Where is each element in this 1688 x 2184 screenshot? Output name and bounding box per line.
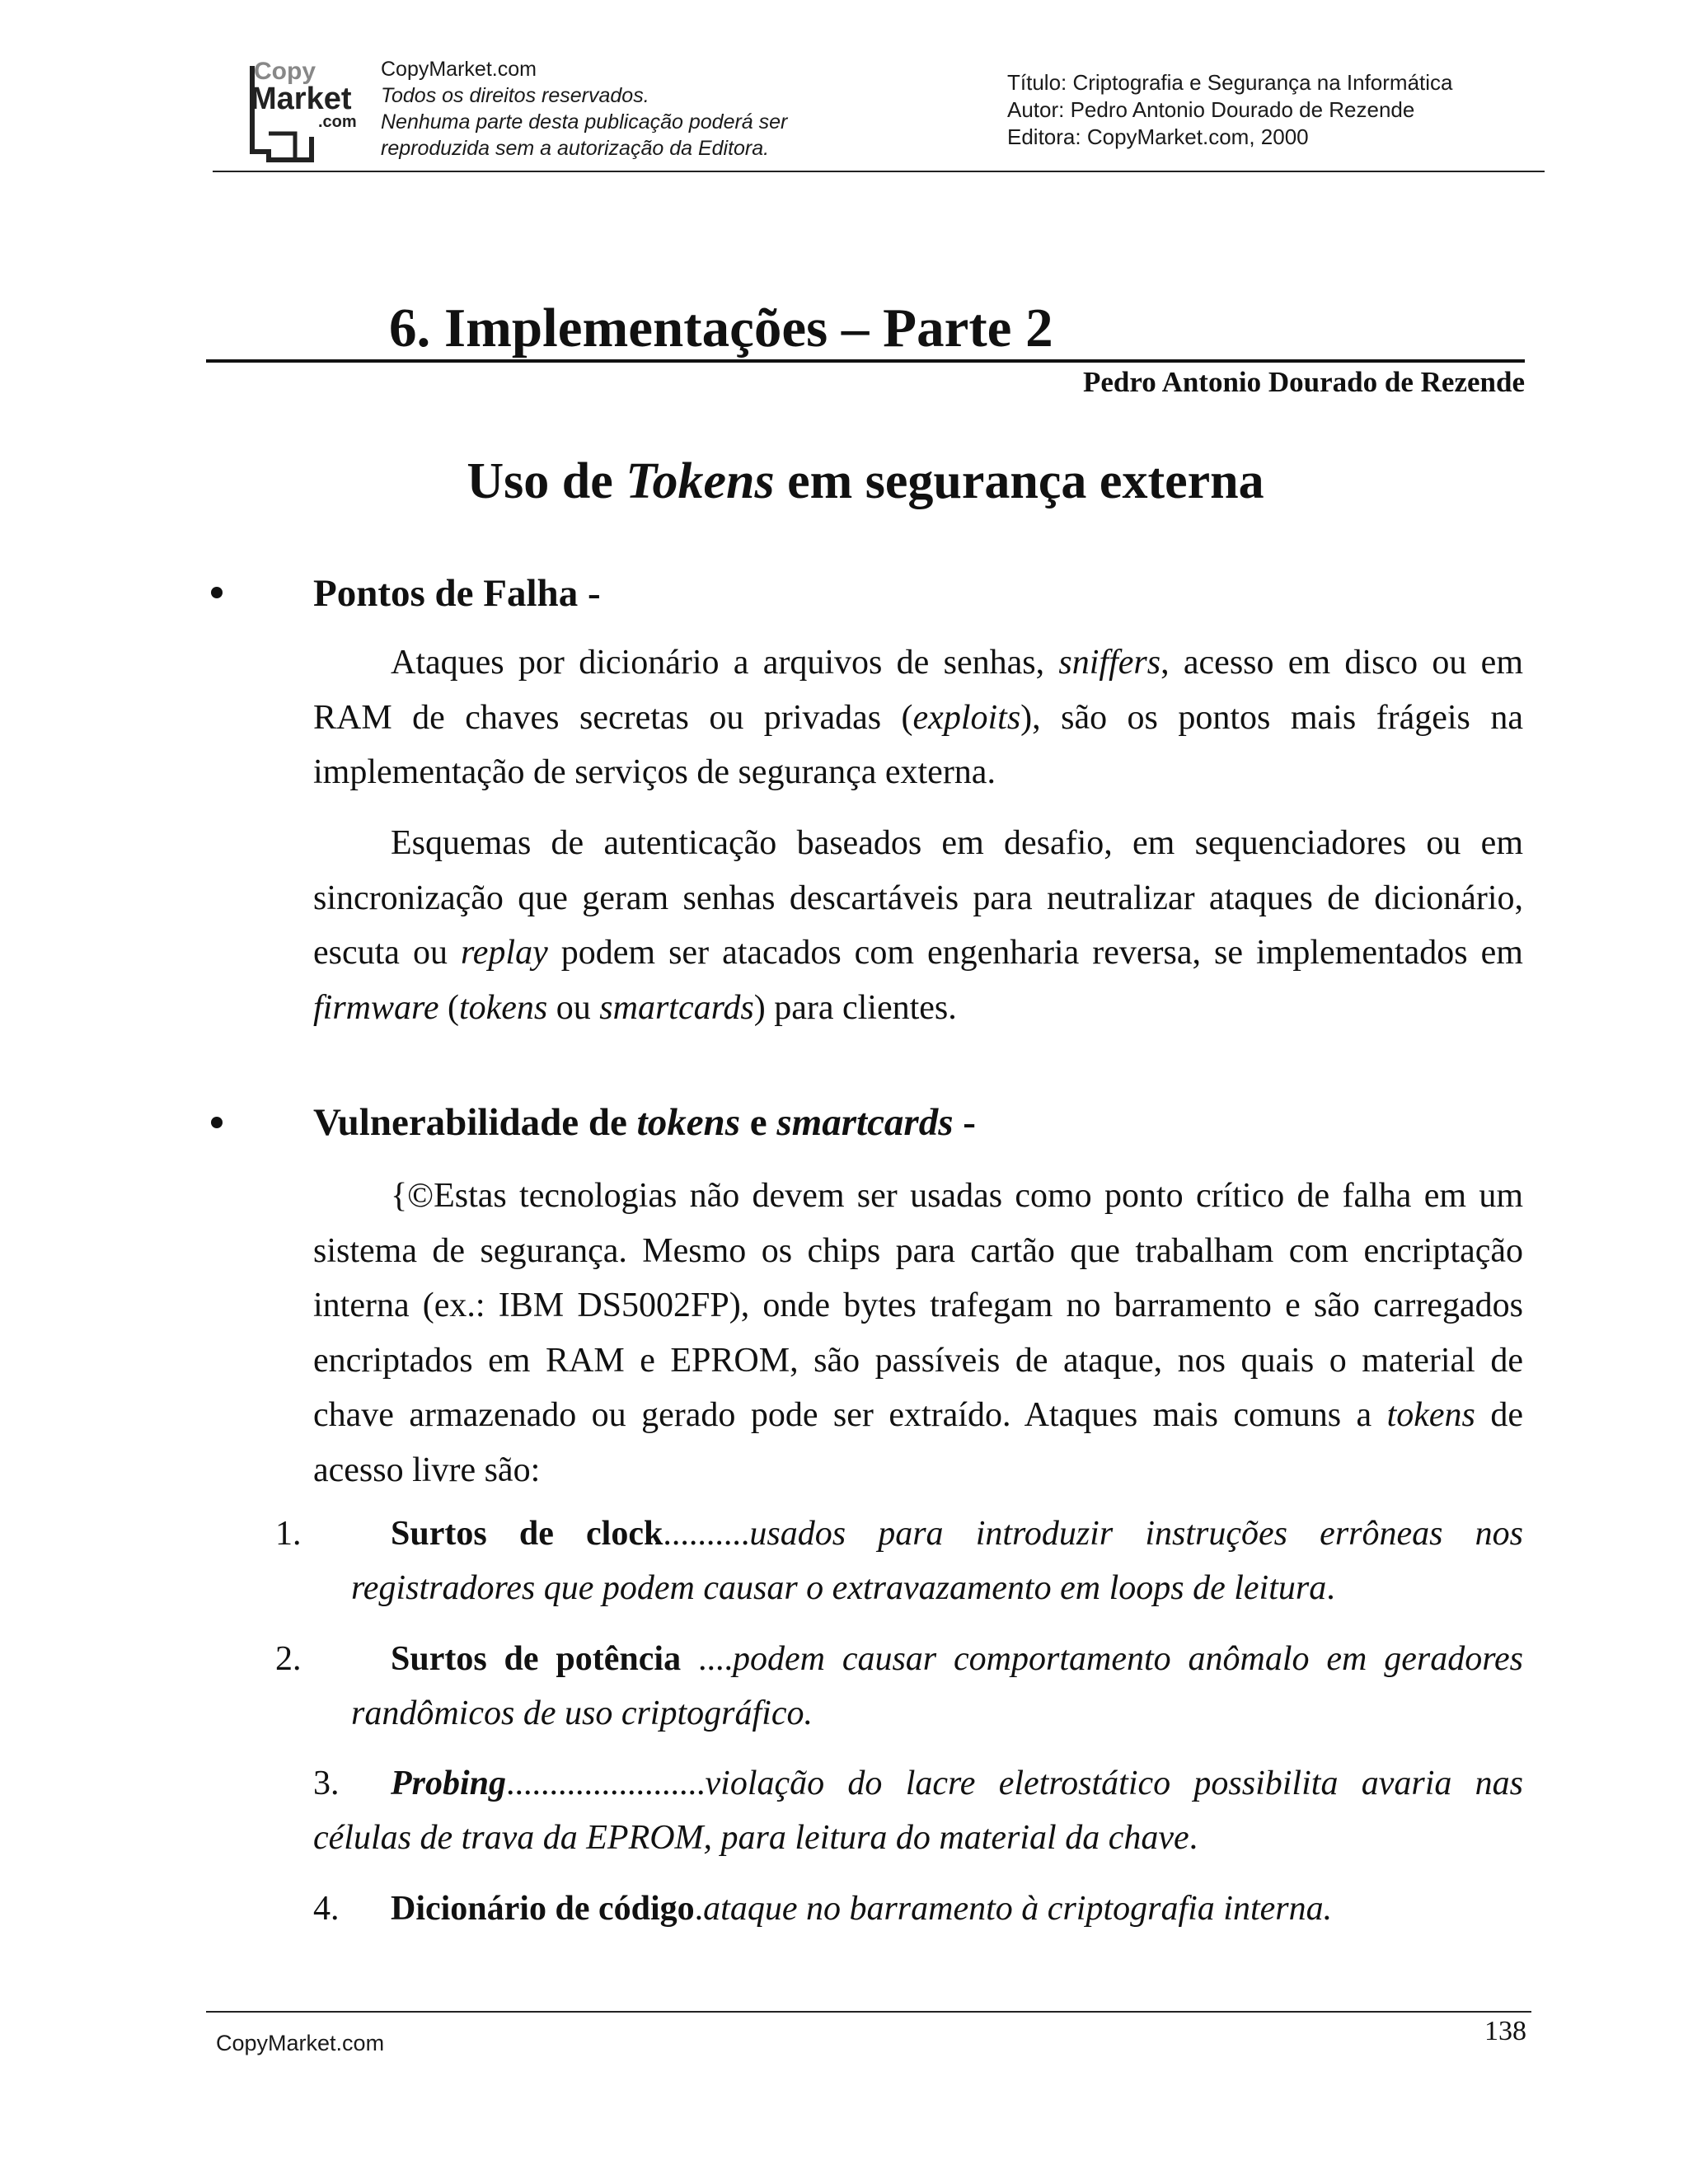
publisher-info [381, 56, 787, 162]
rights-line-2: Nenhuma parte desta publicação poderá ser [381, 110, 788, 134]
chapter-author: Pedro Antonio Dourado de Rezende [1082, 366, 1525, 398]
section-heading: Uso de Tokens em segurança externa [467, 453, 1264, 509]
bullet-icon [211, 1117, 223, 1128]
paragraph-pontos-falha-2: Esquemas de autenticação baseados em desafio, em sequenciadores ou em sincronização que geram senhas descartáveis para neutralizar ataques de dicionário, escuta ou replay podem ser atacados com engenharia reversa, se implementados em firmware (tokens ou smartcards) para clientes. [313, 824, 1523, 1027]
rights-line-3: reproduzida sem a autorização da Editora. [381, 137, 770, 160]
paragraph-pontos-falha-1: Ataques por dicionário a arquivos de senhas, sniffers, acesso em disco ou em RAM de chaves secretas ou privadas (exploits), são os pontos mais frágeis na implementação de serviços de segurança externa. [313, 644, 1523, 791]
heading-vulnerabilidade: Vulnerabilidade de tokens e smartcards - [313, 1101, 976, 1144]
title-divider [206, 359, 1525, 363]
publisher-logo [247, 54, 359, 166]
chapter-title: 6. Implementações – Parte 2 [389, 298, 1053, 359]
list-item: 3. Probing.......................violação do lacre eletrostático possibilita avaria nas células de trava da EPROM, para leitura do material da chave. [313, 1765, 1523, 1857]
footer-divider [206, 2011, 1531, 2013]
logo-text-market: Market [251, 82, 352, 116]
book-title: Título: Criptografia e Segurança na Informática [1007, 70, 1453, 95]
list-item: 1. Surtos de clock..........usados para introduzir instruções errôneas nos registradores que podem causar o extravazamento em loops de leitura. [275, 1515, 1524, 1607]
header-divider [213, 171, 1545, 172]
logo-text-copy: Copy [254, 58, 316, 85]
heading-pontos-de-falha: Pontos de Falha - [313, 572, 601, 615]
book-info [1007, 69, 1453, 151]
paragraph-vulnerabilidade: {©Estas tecnologias não devem ser usadas como ponto crítico de falha em um sistema de segurança. Mesmo os chips para cartão que trabalham com encriptação interna (ex.: IBM DS5002FP), onde bytes trafegam no barramento e são carregados encriptados em RAM e EPROM, são passíveis de ataque, nos quais o material de chave armazenado ou gerado pode ser extraído. Ataques mais comuns a tokens de acesso livre são: [313, 1177, 1523, 1489]
list-item: 2. Surtos de potência ....podem causar comportamento anômalo em geradores randômicos de uso criptográfico. [275, 1640, 1523, 1732]
book-publisher: Editora: CopyMarket.com, 2000 [1007, 124, 1309, 149]
footer-site: CopyMarket.com [216, 2031, 385, 2055]
publisher-name: CopyMarket.com [381, 58, 537, 81]
logo-text-com: .com [318, 113, 357, 131]
page-number: 138 [1484, 2016, 1526, 2046]
list-item: 4. Dicionário de código.ataque no barramento à criptografia interna. [313, 1890, 1333, 1928]
rights-line-1: Todos os direitos reservados. [381, 84, 649, 107]
bullet-icon [211, 587, 223, 598]
book-author: Autor: Pedro Antonio Dourado de Rezende [1007, 97, 1415, 122]
